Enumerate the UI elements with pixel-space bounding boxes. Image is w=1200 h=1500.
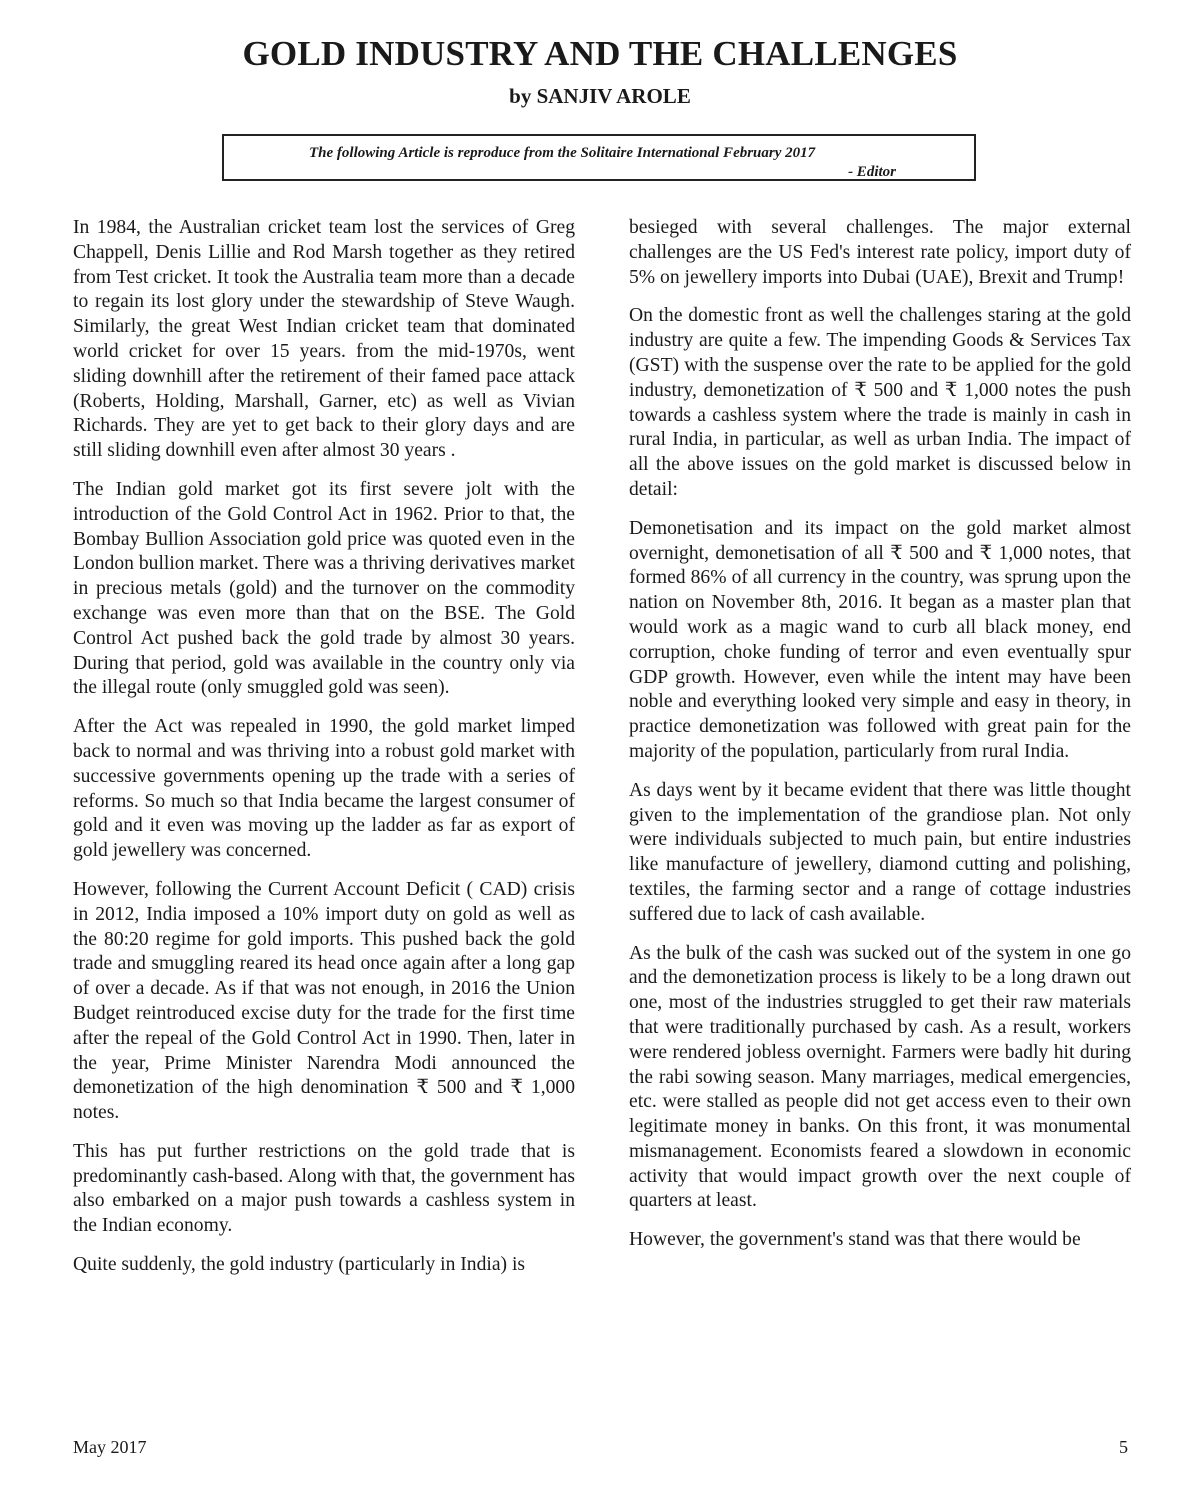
editor-note-signature: - Editor [848,164,896,180]
body-paragraph: However, following the Current Account Deficit ( CAD) crisis in 2012, India imposed a 10% import duty on gold as well as the 80:20 regime for gold imports. This pushed back the gold trade and smuggling reared its head once again after a long gap of over a decade. As if that was not enough, in 2016 the Union Budget reintroduced excise duty for the trade for the first time after the repeal of the Gold Control Act in 1990. Then, later in the year, Prime Minister Narendra Modi announced the demonetization of the high denomination ₹ 500 and ₹ 1,000 notes. [73,878,575,1124]
body-paragraph: As the bulk of the cash was sucked out of the system in one go and the demonetization process is likely to be a long drawn out one, most of the industries struggled to get their raw materials that were traditionally purchased by cash. As a result, workers were rendered jobless overnight. Farmers were badly hit during the rabi sowing season. Many marriages, medical emergencies, etc. were stalled as people did not get access even to their own legitimate money in banks. On this front, it was monumental mismanagement. Economists feared a slowdown in economic activity that would impact growth over the next couple of quarters at least. [629,942,1131,1212]
body-paragraph: On the domestic front as well the challenges staring at the gold industry are quite a few. The impending Goods & Services Tax (GST) with the suspense over the rate to be applied for the gold industry, demonetization of ₹ 500 and ₹ 1,000 notes the push towards a cashless system where the trade is mainly in cash in rural India, in particular, as well as urban India. The impact of all the above issues on the gold market is discussed below in detail: [629,305,1131,500]
editor-note-text: The following Article is reproduce from the Solitaire International February 2017 [309,145,816,161]
article-byline: by SANJIV AROLE [509,84,691,108]
body-paragraph: Quite suddenly, the gold industry (particularly in India) is [73,1254,526,1276]
footer-page-number: 5 [1119,1437,1128,1457]
body-paragraph: besieged with several challenges. The major external challenges are the US Fed's interest rate policy, import duty of 5% on jewellery imports into Dubai (UAE), Brexit and Trump! [629,217,1131,288]
body-paragraph: However, the government's stand was that there would be [629,1229,1081,1251]
body-paragraph: As days went by it became evident that there was little thought given to the implementation of the grandiose plan. Not only were individuals subjected to much pain, but entire industries like manufacture of jewellery, diamond cutting and polishing, textiles, the farming sector and a range of cottage industries suffered due to lack of cash available. [629,779,1131,925]
body-paragraph: In 1984, the Australian cricket team lost the services of Greg Chappell, Denis Lillie and Rod Marsh together as they retired from Test cricket. It took the Australia team more than a decade to regain its lost glory under the stewardship of Steve Waugh. Similarly, the great West Indian cricket team that dominated world cricket for over 15 years. from the mid-1970s, went sliding downhill after the retirement of their famed pace attack (Roberts, Holding, Marshall, Garner, etc) as well as Vivian Richards. They are yet to get back to their glory days and are still sliding downhill even after almost 30 years . [73,217,575,462]
body-paragraph: This has put further restrictions on the gold trade that is predominantly cash-based. Along with that, the government has also embarked on a major push towards a cashless system in the Indian economy. [73,1140,575,1237]
article-title: GOLD INDUSTRY AND THE CHALLENGES [242,34,958,73]
body-paragraph: The Indian gold market got its first severe jolt with the introduction of the Gold Control Act in 1962. Prior to that, the Bombay Bullion Association gold price was quoted even in the London bullion market. There was a thriving derivatives market in precious metals (gold) and the turnover on the commodity exchange was even more than that on the BSE. The Gold Control Act pushed back the gold trade by almost 30 years. During that period, gold was available in the country only via the illegal route (only smuggled gold was seen). [73,478,575,699]
body-paragraph: After the Act was repealed in 1990, the gold market limped back to normal and was thriving into a robust gold market with successive governments opening up the trade with a series of reforms. So much so that India became the largest consumer of gold and it even was moving up the ladder as far as export of gold jewellery was concerned. [73,716,575,862]
editor-note-box [222,134,976,181]
right-column [629,216,1131,1267]
footer-date: May 2017 [73,1437,147,1457]
left-column [73,216,575,1292]
body-paragraph: Demonetisation and its impact on the gold market almost overnight, demonetisation of all ₹ 500 and ₹ 1,000 notes, that formed 86% of all currency in the country, was sprung upon the nation on November 8th, 2016. It began as a master plan that would work as a magic wand to curb all black money, end corruption, choke funding of terror and even eventually spur GDP growth. However, even while the intent may have been noble and everything looked very simple and easy in theory, in practice demonetization was followed with great pain for the majority of the population, particularly from rural India. [629,517,1131,762]
